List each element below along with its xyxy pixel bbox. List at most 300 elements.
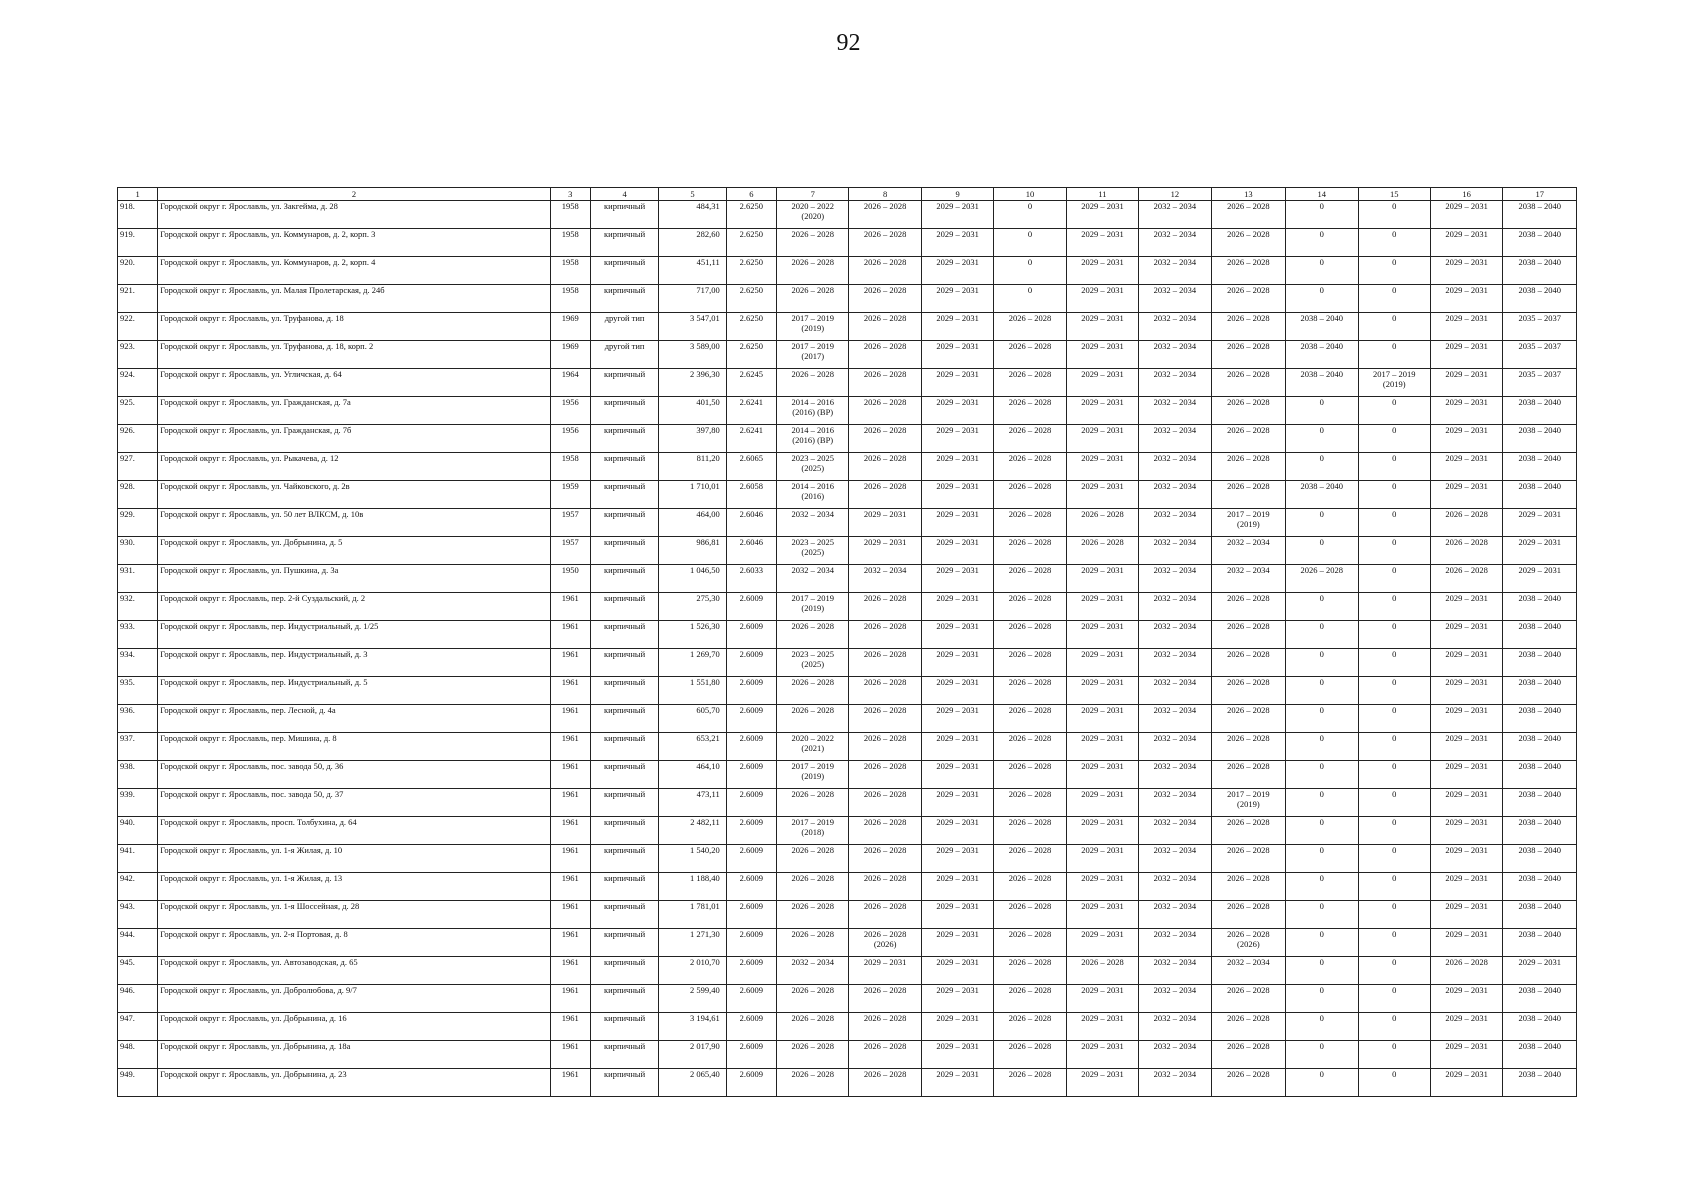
col12-cell: 2032 – 2034 <box>1139 957 1211 985</box>
col14-cell: 0 <box>1286 677 1358 705</box>
year-cell: 1957 <box>550 537 590 565</box>
column-header-13: 13 <box>1211 188 1285 201</box>
col12-cell: 2032 – 2034 <box>1139 537 1211 565</box>
col16-cell: 2029 – 2031 <box>1430 761 1502 789</box>
col15-cell: 0 <box>1358 1013 1430 1041</box>
col9-cell: 2029 – 2031 <box>921 845 993 873</box>
col17-cell: 2038 – 2040 <box>1503 201 1577 229</box>
wall-material-cell: кирпичный <box>590 565 658 593</box>
col12-cell: 2032 – 2034 <box>1139 929 1211 957</box>
col15-cell: 0 <box>1358 929 1430 957</box>
col17-cell: 2038 – 2040 <box>1503 649 1577 677</box>
col7-cell: 2026 – 2028 <box>777 1013 849 1041</box>
table-row <box>118 677 1577 705</box>
address-cell: Городской округ г. Ярославль, ул. Малая Пролетарская, д. 24б <box>158 285 550 313</box>
area-cell: 653,21 <box>659 733 726 761</box>
col7-cell: 2026 – 2028 <box>777 789 849 817</box>
col15-cell: 0 <box>1358 509 1430 537</box>
row-number: 927. <box>118 453 158 481</box>
col13-cell: 2026 – 2028 <box>1211 481 1285 509</box>
rate-cell: 2.6009 <box>726 593 776 621</box>
col11-cell: 2026 – 2028 <box>1066 537 1138 565</box>
area-cell: 2 482,11 <box>659 817 726 845</box>
rate-cell: 2.6241 <box>726 425 776 453</box>
wall-material-cell: кирпичный <box>590 257 658 285</box>
row-number: 949. <box>118 1069 158 1097</box>
col15-cell: 0 <box>1358 789 1430 817</box>
year-cell: 1969 <box>550 341 590 369</box>
col9-cell: 2029 – 2031 <box>921 929 993 957</box>
col17-cell: 2038 – 2040 <box>1503 901 1577 929</box>
area-cell: 1 188,40 <box>659 873 726 901</box>
column-header-3: 3 <box>550 188 590 201</box>
year-cell: 1961 <box>550 593 590 621</box>
year-cell: 1961 <box>550 649 590 677</box>
col12-cell: 2032 – 2034 <box>1139 565 1211 593</box>
col14-cell: 2038 – 2040 <box>1286 481 1358 509</box>
col16-cell: 2029 – 2031 <box>1430 229 1502 257</box>
table-row <box>118 313 1577 341</box>
table-row <box>118 285 1577 313</box>
col14-cell: 0 <box>1286 537 1358 565</box>
column-header-9: 9 <box>921 188 993 201</box>
col11-cell: 2029 – 2031 <box>1066 341 1138 369</box>
address-cell: Городской округ г. Ярославль, пос. завода 50, д. 36 <box>158 761 550 789</box>
col14-cell: 0 <box>1286 509 1358 537</box>
row-number: 934. <box>118 649 158 677</box>
year-cell: 1958 <box>550 285 590 313</box>
col15-cell: 0 <box>1358 845 1430 873</box>
col9-cell: 2029 – 2031 <box>921 425 993 453</box>
wall-material-cell: кирпичный <box>590 229 658 257</box>
rate-cell: 2.6009 <box>726 705 776 733</box>
col17-cell: 2038 – 2040 <box>1503 1013 1577 1041</box>
col16-cell: 2029 – 2031 <box>1430 257 1502 285</box>
column-header-2: 2 <box>158 188 550 201</box>
col13-cell: 2026 – 2028 <box>1211 705 1285 733</box>
col10-cell: 2026 – 2028 <box>994 649 1066 677</box>
rate-cell: 2.6250 <box>726 257 776 285</box>
col8-cell: 2026 – 2028 <box>849 1013 921 1041</box>
col12-cell: 2032 – 2034 <box>1139 677 1211 705</box>
col8-cell: 2026 – 2028 <box>849 1041 921 1069</box>
table-row <box>118 481 1577 509</box>
col11-cell: 2029 – 2031 <box>1066 705 1138 733</box>
column-header-12: 12 <box>1139 188 1211 201</box>
col17-cell: 2038 – 2040 <box>1503 985 1577 1013</box>
col8-cell: 2026 – 2028 <box>849 705 921 733</box>
col14-cell: 0 <box>1286 957 1358 985</box>
col16-cell: 2029 – 2031 <box>1430 397 1502 425</box>
col12-cell: 2032 – 2034 <box>1139 397 1211 425</box>
col9-cell: 2029 – 2031 <box>921 873 993 901</box>
col17-cell: 2038 – 2040 <box>1503 257 1577 285</box>
rate-cell: 2.6009 <box>726 621 776 649</box>
col9-cell: 2029 – 2031 <box>921 957 993 985</box>
col16-cell: 2029 – 2031 <box>1430 1013 1502 1041</box>
col9-cell: 2029 – 2031 <box>921 341 993 369</box>
col10-cell: 2026 – 2028 <box>994 677 1066 705</box>
col11-cell: 2029 – 2031 <box>1066 873 1138 901</box>
col9-cell: 2029 – 2031 <box>921 481 993 509</box>
address-cell: Городской округ г. Ярославль, ул. Добролюбова, д. 9/7 <box>158 985 550 1013</box>
wall-material-cell: кирпичный <box>590 789 658 817</box>
table-row <box>118 733 1577 761</box>
table-row <box>118 369 1577 397</box>
col11-cell: 2029 – 2031 <box>1066 733 1138 761</box>
col9-cell: 2029 – 2031 <box>921 817 993 845</box>
year-cell: 1950 <box>550 565 590 593</box>
col8-cell: 2026 – 2028 <box>849 677 921 705</box>
col13-cell: 2026 – 2028 <box>1211 1069 1285 1097</box>
col12-cell: 2032 – 2034 <box>1139 845 1211 873</box>
col8-cell: 2026 – 2028 <box>849 481 921 509</box>
wall-material-cell: другой тип <box>590 341 658 369</box>
year-cell: 1961 <box>550 817 590 845</box>
address-cell: Городской округ г. Ярославль, пер. Мишина, д. 8 <box>158 733 550 761</box>
col10-cell: 2026 – 2028 <box>994 1013 1066 1041</box>
table-row <box>118 229 1577 257</box>
col8-cell: 2029 – 2031 <box>849 537 921 565</box>
table-body <box>118 201 1577 1097</box>
col9-cell: 2029 – 2031 <box>921 761 993 789</box>
table-row <box>118 1069 1577 1097</box>
col9-cell: 2029 – 2031 <box>921 621 993 649</box>
table-row <box>118 425 1577 453</box>
row-number: 944. <box>118 929 158 957</box>
col10-cell: 0 <box>994 285 1066 313</box>
row-number: 947. <box>118 1013 158 1041</box>
col9-cell: 2029 – 2031 <box>921 257 993 285</box>
area-cell: 1 046,50 <box>659 565 726 593</box>
row-number: 937. <box>118 733 158 761</box>
col17-cell: 2038 – 2040 <box>1503 285 1577 313</box>
col12-cell: 2032 – 2034 <box>1139 369 1211 397</box>
col13-cell: 2026 – 2028 <box>1211 1041 1285 1069</box>
col11-cell: 2029 – 2031 <box>1066 593 1138 621</box>
address-cell: Городской округ г. Ярославль, ул. Угличская, д. 64 <box>158 369 550 397</box>
year-cell: 1961 <box>550 873 590 901</box>
rate-cell: 2.6250 <box>726 341 776 369</box>
col7-cell: 2023 – 2025 (2025) <box>777 649 849 677</box>
year-cell: 1961 <box>550 761 590 789</box>
col13-cell: 2026 – 2028 <box>1211 201 1285 229</box>
wall-material-cell: кирпичный <box>590 397 658 425</box>
col16-cell: 2029 – 2031 <box>1430 369 1502 397</box>
col10-cell: 2026 – 2028 <box>994 929 1066 957</box>
col12-cell: 2032 – 2034 <box>1139 425 1211 453</box>
wall-material-cell: кирпичный <box>590 901 658 929</box>
address-cell: Городской округ г. Ярославль, пер. Индустриальный, д. 3 <box>158 649 550 677</box>
col7-cell: 2017 – 2019 (2018) <box>777 817 849 845</box>
area-cell: 2 396,30 <box>659 369 726 397</box>
col17-cell: 2029 – 2031 <box>1503 565 1577 593</box>
col13-cell: 2026 – 2028 <box>1211 733 1285 761</box>
year-cell: 1961 <box>550 845 590 873</box>
col13-cell: 2026 – 2028 <box>1211 817 1285 845</box>
col9-cell: 2029 – 2031 <box>921 789 993 817</box>
col15-cell: 0 <box>1358 453 1430 481</box>
col14-cell: 2026 – 2028 <box>1286 565 1358 593</box>
col9-cell: 2029 – 2031 <box>921 705 993 733</box>
col16-cell: 2029 – 2031 <box>1430 453 1502 481</box>
column-header-7: 7 <box>777 188 849 201</box>
col11-cell: 2029 – 2031 <box>1066 1041 1138 1069</box>
col17-cell: 2038 – 2040 <box>1503 817 1577 845</box>
col9-cell: 2029 – 2031 <box>921 453 993 481</box>
col16-cell: 2029 – 2031 <box>1430 817 1502 845</box>
column-header-11: 11 <box>1066 188 1138 201</box>
col16-cell: 2029 – 2031 <box>1430 313 1502 341</box>
year-cell: 1958 <box>550 257 590 285</box>
col8-cell: 2026 – 2028 <box>849 453 921 481</box>
col12-cell: 2032 – 2034 <box>1139 201 1211 229</box>
col10-cell: 2026 – 2028 <box>994 425 1066 453</box>
table-row <box>118 201 1577 229</box>
col14-cell: 0 <box>1286 397 1358 425</box>
table-row <box>118 1013 1577 1041</box>
col15-cell: 0 <box>1358 985 1430 1013</box>
col17-cell: 2029 – 2031 <box>1503 537 1577 565</box>
col7-cell: 2014 – 2016 (2016) (ВР) <box>777 397 849 425</box>
col11-cell: 2029 – 2031 <box>1066 901 1138 929</box>
column-header-14: 14 <box>1286 188 1358 201</box>
col15-cell: 0 <box>1358 425 1430 453</box>
col9-cell: 2029 – 2031 <box>921 1013 993 1041</box>
area-cell: 3 194,61 <box>659 1013 726 1041</box>
col7-cell: 2017 – 2019 (2019) <box>777 761 849 789</box>
col11-cell: 2029 – 2031 <box>1066 677 1138 705</box>
col14-cell: 0 <box>1286 789 1358 817</box>
col13-cell: 2032 – 2034 <box>1211 537 1285 565</box>
rate-cell: 2.6009 <box>726 1069 776 1097</box>
col9-cell: 2029 – 2031 <box>921 369 993 397</box>
column-header-15: 15 <box>1358 188 1430 201</box>
col16-cell: 2029 – 2031 <box>1430 929 1502 957</box>
address-cell: Городской округ г. Ярославль, ул. Коммунаров, д. 2, корп. 4 <box>158 257 550 285</box>
wall-material-cell: кирпичный <box>590 929 658 957</box>
buildings-table <box>117 187 1577 1097</box>
col7-cell: 2032 – 2034 <box>777 565 849 593</box>
col9-cell: 2029 – 2031 <box>921 229 993 257</box>
col14-cell: 0 <box>1286 1013 1358 1041</box>
col17-cell: 2038 – 2040 <box>1503 621 1577 649</box>
address-cell: Городской округ г. Ярославль, пос. завода 50, д. 37 <box>158 789 550 817</box>
col8-cell: 2029 – 2031 <box>849 957 921 985</box>
area-cell: 2 065,40 <box>659 1069 726 1097</box>
col8-cell: 2026 – 2028 <box>849 1069 921 1097</box>
col13-cell: 2026 – 2028 <box>1211 1013 1285 1041</box>
rate-cell: 2.6009 <box>726 761 776 789</box>
row-number: 931. <box>118 565 158 593</box>
wall-material-cell: кирпичный <box>590 481 658 509</box>
table-row <box>118 537 1577 565</box>
col17-cell: 2038 – 2040 <box>1503 929 1577 957</box>
col7-cell: 2026 – 2028 <box>777 229 849 257</box>
col13-cell: 2026 – 2028 <box>1211 621 1285 649</box>
year-cell: 1961 <box>550 901 590 929</box>
col14-cell: 0 <box>1286 929 1358 957</box>
col10-cell: 2026 – 2028 <box>994 901 1066 929</box>
col8-cell: 2026 – 2028 <box>849 789 921 817</box>
column-header-6: 6 <box>726 188 776 201</box>
address-cell: Городской округ г. Ярославль, ул. Добрынина, д. 5 <box>158 537 550 565</box>
col9-cell: 2029 – 2031 <box>921 593 993 621</box>
row-number: 936. <box>118 705 158 733</box>
col7-cell: 2026 – 2028 <box>777 257 849 285</box>
row-number: 940. <box>118 817 158 845</box>
address-cell: Городской округ г. Ярославль, ул. 1-я Жилая, д. 10 <box>158 845 550 873</box>
row-number: 948. <box>118 1041 158 1069</box>
col13-cell: 2026 – 2028 <box>1211 369 1285 397</box>
col9-cell: 2029 – 2031 <box>921 565 993 593</box>
col8-cell: 2026 – 2028 <box>849 845 921 873</box>
col14-cell: 0 <box>1286 817 1358 845</box>
col7-cell: 2032 – 2034 <box>777 957 849 985</box>
col7-cell: 2023 – 2025 (2025) <box>777 537 849 565</box>
row-number: 929. <box>118 509 158 537</box>
col16-cell: 2029 – 2031 <box>1430 1069 1502 1097</box>
col7-cell: 2026 – 2028 <box>777 369 849 397</box>
col13-cell: 2026 – 2028 <box>1211 901 1285 929</box>
col11-cell: 2029 – 2031 <box>1066 649 1138 677</box>
column-header-5: 5 <box>659 188 726 201</box>
table-row <box>118 985 1577 1013</box>
col16-cell: 2029 – 2031 <box>1430 1041 1502 1069</box>
col15-cell: 0 <box>1358 313 1430 341</box>
row-number: 922. <box>118 313 158 341</box>
rate-cell: 2.6046 <box>726 509 776 537</box>
area-cell: 1 269,70 <box>659 649 726 677</box>
col16-cell: 2029 – 2031 <box>1430 901 1502 929</box>
wall-material-cell: кирпичный <box>590 285 658 313</box>
area-cell: 464,10 <box>659 761 726 789</box>
col17-cell: 2038 – 2040 <box>1503 873 1577 901</box>
col13-cell: 2026 – 2028 (2026) <box>1211 929 1285 957</box>
col7-cell: 2026 – 2028 <box>777 621 849 649</box>
year-cell: 1961 <box>550 677 590 705</box>
col10-cell: 2026 – 2028 <box>994 369 1066 397</box>
col12-cell: 2032 – 2034 <box>1139 705 1211 733</box>
year-cell: 1956 <box>550 425 590 453</box>
col11-cell: 2029 – 2031 <box>1066 761 1138 789</box>
col12-cell: 2032 – 2034 <box>1139 285 1211 313</box>
rate-cell: 2.6241 <box>726 397 776 425</box>
address-cell: Городской округ г. Ярославль, ул. Коммунаров, д. 2, корп. 3 <box>158 229 550 257</box>
year-cell: 1958 <box>550 229 590 257</box>
col11-cell: 2029 – 2031 <box>1066 453 1138 481</box>
col17-cell: 2038 – 2040 <box>1503 593 1577 621</box>
col10-cell: 0 <box>994 201 1066 229</box>
row-number: 923. <box>118 341 158 369</box>
col12-cell: 2032 – 2034 <box>1139 649 1211 677</box>
col16-cell: 2029 – 2031 <box>1430 425 1502 453</box>
address-cell: Городской округ г. Ярославль, просп. Толбухина, д. 64 <box>158 817 550 845</box>
table-row <box>118 761 1577 789</box>
col7-cell: 2014 – 2016 (2016) (ВР) <box>777 425 849 453</box>
wall-material-cell: кирпичный <box>590 453 658 481</box>
col10-cell: 2026 – 2028 <box>994 481 1066 509</box>
area-cell: 275,30 <box>659 593 726 621</box>
col13-cell: 2026 – 2028 <box>1211 873 1285 901</box>
col7-cell: 2026 – 2028 <box>777 873 849 901</box>
area-cell: 3 547,01 <box>659 313 726 341</box>
col16-cell: 2029 – 2031 <box>1430 985 1502 1013</box>
rate-cell: 2.6009 <box>726 957 776 985</box>
col8-cell: 2026 – 2028 <box>849 901 921 929</box>
rate-cell: 2.6009 <box>726 733 776 761</box>
col10-cell: 2026 – 2028 <box>994 509 1066 537</box>
col10-cell: 2026 – 2028 <box>994 957 1066 985</box>
col11-cell: 2029 – 2031 <box>1066 313 1138 341</box>
col10-cell: 2026 – 2028 <box>994 789 1066 817</box>
address-cell: Городской округ г. Ярославль, пер. Индустриальный, д. 5 <box>158 677 550 705</box>
year-cell: 1958 <box>550 453 590 481</box>
col11-cell: 2029 – 2031 <box>1066 201 1138 229</box>
col14-cell: 0 <box>1286 873 1358 901</box>
col9-cell: 2029 – 2031 <box>921 537 993 565</box>
col14-cell: 0 <box>1286 621 1358 649</box>
col15-cell: 0 <box>1358 285 1430 313</box>
wall-material-cell: кирпичный <box>590 621 658 649</box>
col7-cell: 2020 – 2022 (2021) <box>777 733 849 761</box>
area-cell: 2 599,40 <box>659 985 726 1013</box>
col10-cell: 2026 – 2028 <box>994 313 1066 341</box>
col15-cell: 0 <box>1358 677 1430 705</box>
col16-cell: 2029 – 2031 <box>1430 873 1502 901</box>
col11-cell: 2029 – 2031 <box>1066 985 1138 1013</box>
col10-cell: 2026 – 2028 <box>994 761 1066 789</box>
col17-cell: 2038 – 2040 <box>1503 229 1577 257</box>
col16-cell: 2026 – 2028 <box>1430 537 1502 565</box>
address-cell: Городской округ г. Ярославль, ул. 2-я Портовая, д. 8 <box>158 929 550 957</box>
col16-cell: 2026 – 2028 <box>1430 509 1502 537</box>
col15-cell: 0 <box>1358 481 1430 509</box>
wall-material-cell: кирпичный <box>590 593 658 621</box>
col15-cell: 0 <box>1358 341 1430 369</box>
address-cell: Городской округ г. Ярославль, ул. Закгейма, д. 28 <box>158 201 550 229</box>
area-cell: 1 526,30 <box>659 621 726 649</box>
col10-cell: 0 <box>994 257 1066 285</box>
row-number: 925. <box>118 397 158 425</box>
address-cell: Городской округ г. Ярославль, ул. Чайковского, д. 2в <box>158 481 550 509</box>
col17-cell: 2038 – 2040 <box>1503 789 1577 817</box>
col10-cell: 2026 – 2028 <box>994 1069 1066 1097</box>
col17-cell: 2029 – 2031 <box>1503 509 1577 537</box>
table-row <box>118 957 1577 985</box>
col17-cell: 2038 – 2040 <box>1503 481 1577 509</box>
col11-cell: 2029 – 2031 <box>1066 789 1138 817</box>
col15-cell: 0 <box>1358 537 1430 565</box>
col8-cell: 2029 – 2031 <box>849 509 921 537</box>
col13-cell: 2026 – 2028 <box>1211 677 1285 705</box>
col11-cell: 2026 – 2028 <box>1066 957 1138 985</box>
rate-cell: 2.6009 <box>726 901 776 929</box>
col10-cell: 2026 – 2028 <box>994 621 1066 649</box>
table-row <box>118 845 1577 873</box>
col8-cell: 2026 – 2028 <box>849 229 921 257</box>
col17-cell: 2038 – 2040 <box>1503 1041 1577 1069</box>
year-cell: 1956 <box>550 397 590 425</box>
col13-cell: 2026 – 2028 <box>1211 285 1285 313</box>
area-cell: 3 589,00 <box>659 341 726 369</box>
wall-material-cell: кирпичный <box>590 369 658 397</box>
address-cell: Городской округ г. Ярославль, ул. Автозаводская, д. 65 <box>158 957 550 985</box>
col8-cell: 2026 – 2028 <box>849 341 921 369</box>
col13-cell: 2026 – 2028 <box>1211 761 1285 789</box>
area-cell: 2 010,70 <box>659 957 726 985</box>
col14-cell: 0 <box>1286 593 1358 621</box>
